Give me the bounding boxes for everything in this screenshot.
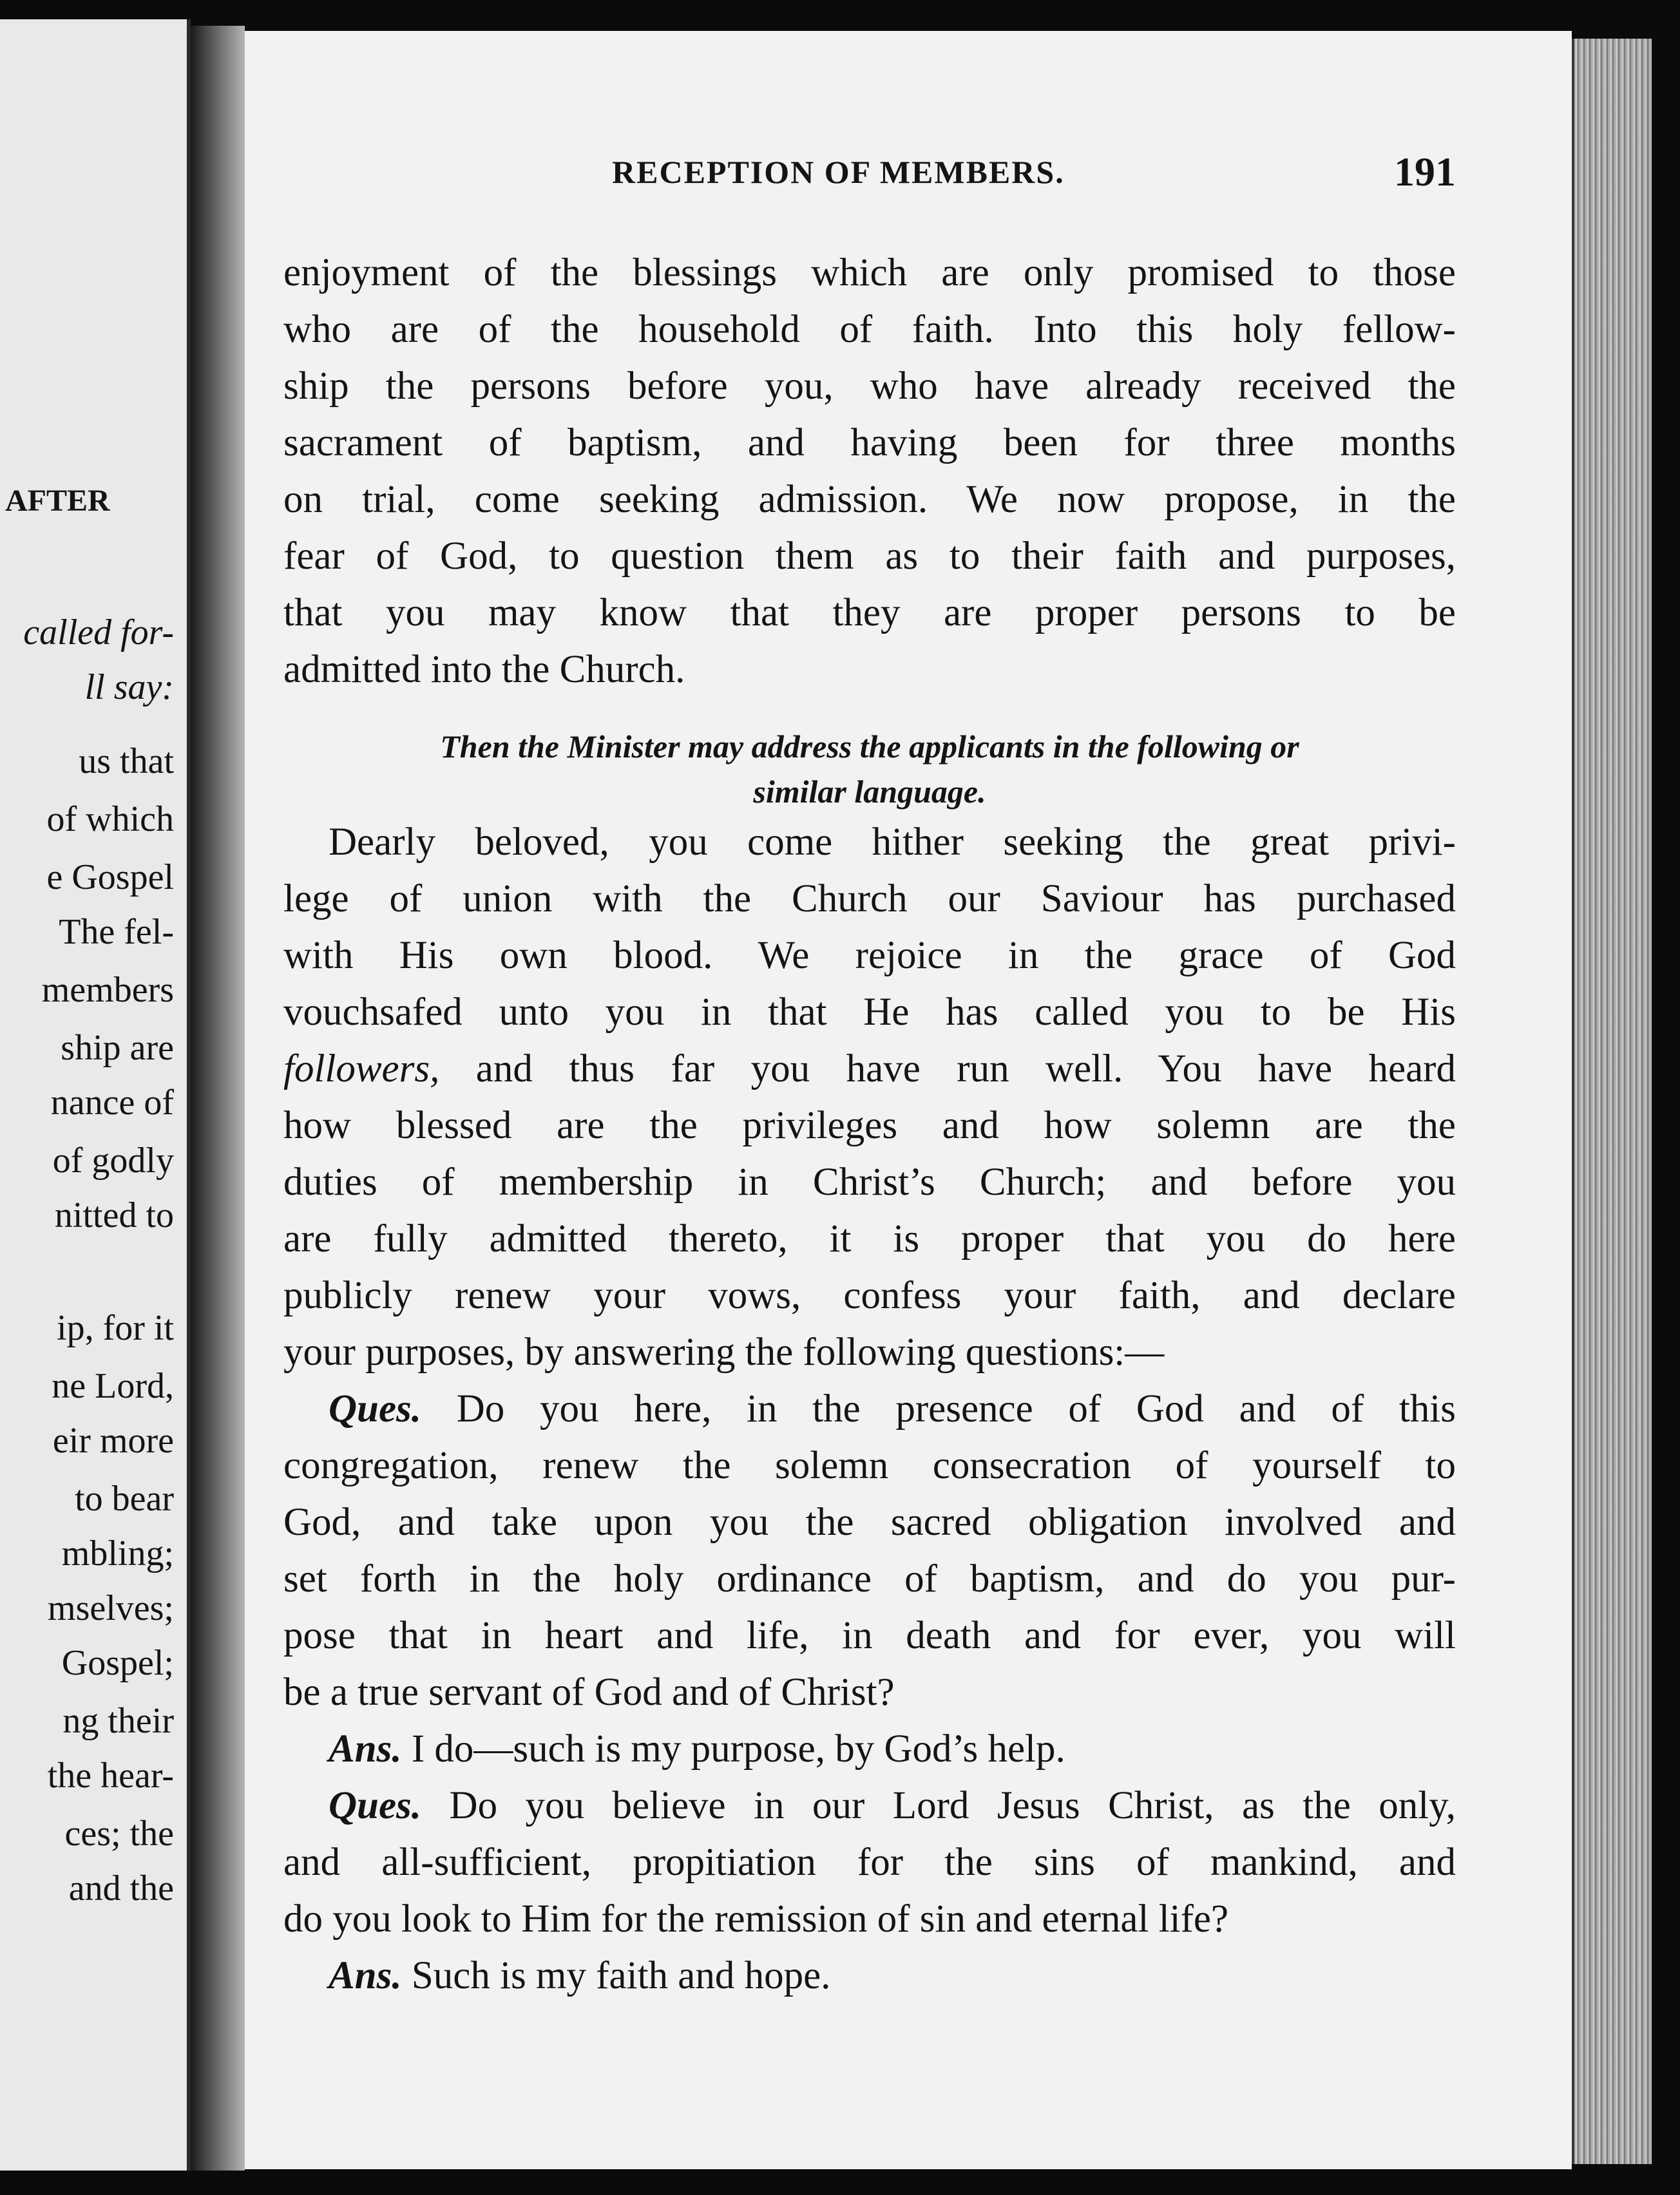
text-line: sacrament of baptism, and having been for three months	[283, 421, 1456, 464]
facing-page-line: us that	[79, 741, 174, 781]
text-line	[283, 1041, 1456, 1098]
text-line: vouchsafed unto you in that He has called you to be His	[283, 991, 1456, 1034]
facing-page-line: ll say:	[84, 667, 174, 707]
text-line: who are of the household of faith. Into this holy fellow-	[283, 308, 1456, 351]
text-line: your purposes, by answering the following questions:—	[283, 1331, 1165, 1374]
facing-page-line: e Gospel	[46, 857, 174, 897]
text-line: ship the persons before you, who have already received the	[283, 365, 1456, 408]
text-run: Do you believe in our Lord Jesus Christ, as the only,	[421, 1784, 1456, 1827]
question-label: Ques.	[329, 1784, 422, 1827]
facing-page-line: AFTER	[5, 484, 110, 518]
answer-label: Ans.	[329, 1954, 402, 1997]
text-line: Dearly beloved, you come hither seeking the great privi-	[329, 821, 1456, 864]
facing-page-line: and the	[68, 1868, 174, 1908]
text-line	[283, 1778, 1456, 1834]
text-run: I do—such is my purpose, by God’s help.	[401, 1727, 1065, 1771]
text-line	[283, 1721, 1456, 1778]
answer-label: Ans.	[329, 1727, 402, 1771]
emphasis-word: followers,	[283, 1047, 440, 1090]
facing-page-line: of godly	[52, 1141, 174, 1181]
text-line: do you look to Him for the remission of sin and eternal life?	[283, 1897, 1229, 1941]
facing-page-line: ship are	[61, 1028, 174, 1068]
text-line: God, and take upon you the sacred obligation involved and	[283, 1501, 1456, 1544]
text-line: admitted into the Church.	[283, 648, 685, 691]
rubric-line: similar language.	[753, 774, 986, 810]
facing-page-line: Gospel;	[61, 1643, 174, 1683]
text-run: and thus far you have run well. You have heard	[439, 1047, 1456, 1090]
text-line: with His own blood. We rejoice in the grace of God	[283, 934, 1456, 977]
text-line: and all-sufficient, propitiation for the sins of mankind, and	[283, 1841, 1456, 1884]
facing-page-line: ng their	[62, 1701, 174, 1741]
facing-page-line: members	[41, 970, 174, 1010]
text-line	[283, 1381, 1456, 1438]
question-2	[283, 1778, 1456, 1948]
text-line: fear of God, to question them as to their faith and purposes,	[283, 535, 1456, 578]
rubric-line: Then the Minister may address the applicants in the following or	[440, 728, 1299, 765]
page-edges	[1572, 39, 1652, 2164]
facing-page-line: nance of	[50, 1083, 174, 1123]
answer-1	[283, 1721, 1456, 1778]
facing-page-fragment	[0, 19, 191, 2171]
page-number: 191	[1394, 149, 1456, 195]
facing-page-line: The fel-	[59, 912, 174, 952]
rubric	[283, 724, 1456, 814]
facing-page-line: ne Lord,	[52, 1366, 174, 1406]
text-line: duties of membership in Christ’s Church; and before you	[283, 1161, 1456, 1204]
text-line: are fully admitted thereto, it is proper that you do here	[283, 1217, 1456, 1260]
text-line: be a true servant of God and of Christ?	[283, 1671, 895, 1714]
text-line: enjoyment of the blessings which are only promised to those	[283, 251, 1456, 294]
facing-page-line: eir more	[52, 1421, 174, 1461]
paragraph-2	[283, 814, 1456, 1381]
facing-page-line: called for-	[23, 613, 174, 652]
text-line: lege of union with the Church our Saviour has purchased	[283, 877, 1456, 920]
facing-page-line: of which	[46, 799, 174, 839]
paragraph-1	[283, 245, 1456, 698]
spacer	[283, 698, 1456, 724]
text-line	[283, 1948, 1456, 2004]
text-line: that you may know that they are proper persons to be	[283, 591, 1456, 634]
answer-2	[283, 1948, 1456, 2004]
facing-page-line: mselves;	[48, 1588, 174, 1628]
text-line: publicly renew your vows, confess your faith, and declare	[283, 1274, 1456, 1317]
book-gutter	[191, 26, 245, 2171]
facing-page-line: the hear-	[47, 1756, 174, 1796]
facing-page-line: nitted to	[54, 1195, 174, 1235]
facing-page-line: mbling;	[61, 1534, 174, 1573]
facing-page-line: ces; the	[64, 1814, 174, 1854]
text-line: how blessed are the privileges and how solemn are the	[283, 1104, 1456, 1147]
question-label: Ques.	[329, 1387, 422, 1430]
text-line: pose that in heart and life, in death and for ever, you will	[283, 1614, 1456, 1657]
running-title: RECEPTION OF MEMBERS.	[612, 154, 1065, 190]
facing-page-line: to bear	[75, 1479, 174, 1519]
text-line: set forth in the holy ordinance of baptism, and do you pur-	[283, 1557, 1456, 1601]
page-body	[283, 245, 1456, 2004]
text-line: on trial, come seeking admission. We now propose, in the	[283, 478, 1456, 521]
text-run: Do you here, in the presence of God and of this	[421, 1387, 1456, 1430]
text-line: congregation, renew the solemn consecration of yourself to	[283, 1444, 1456, 1487]
page-header	[348, 148, 1456, 200]
facing-page-line: ip, for it	[57, 1308, 174, 1348]
text-run: Such is my faith and hope.	[401, 1954, 831, 1997]
question-1	[283, 1381, 1456, 1721]
